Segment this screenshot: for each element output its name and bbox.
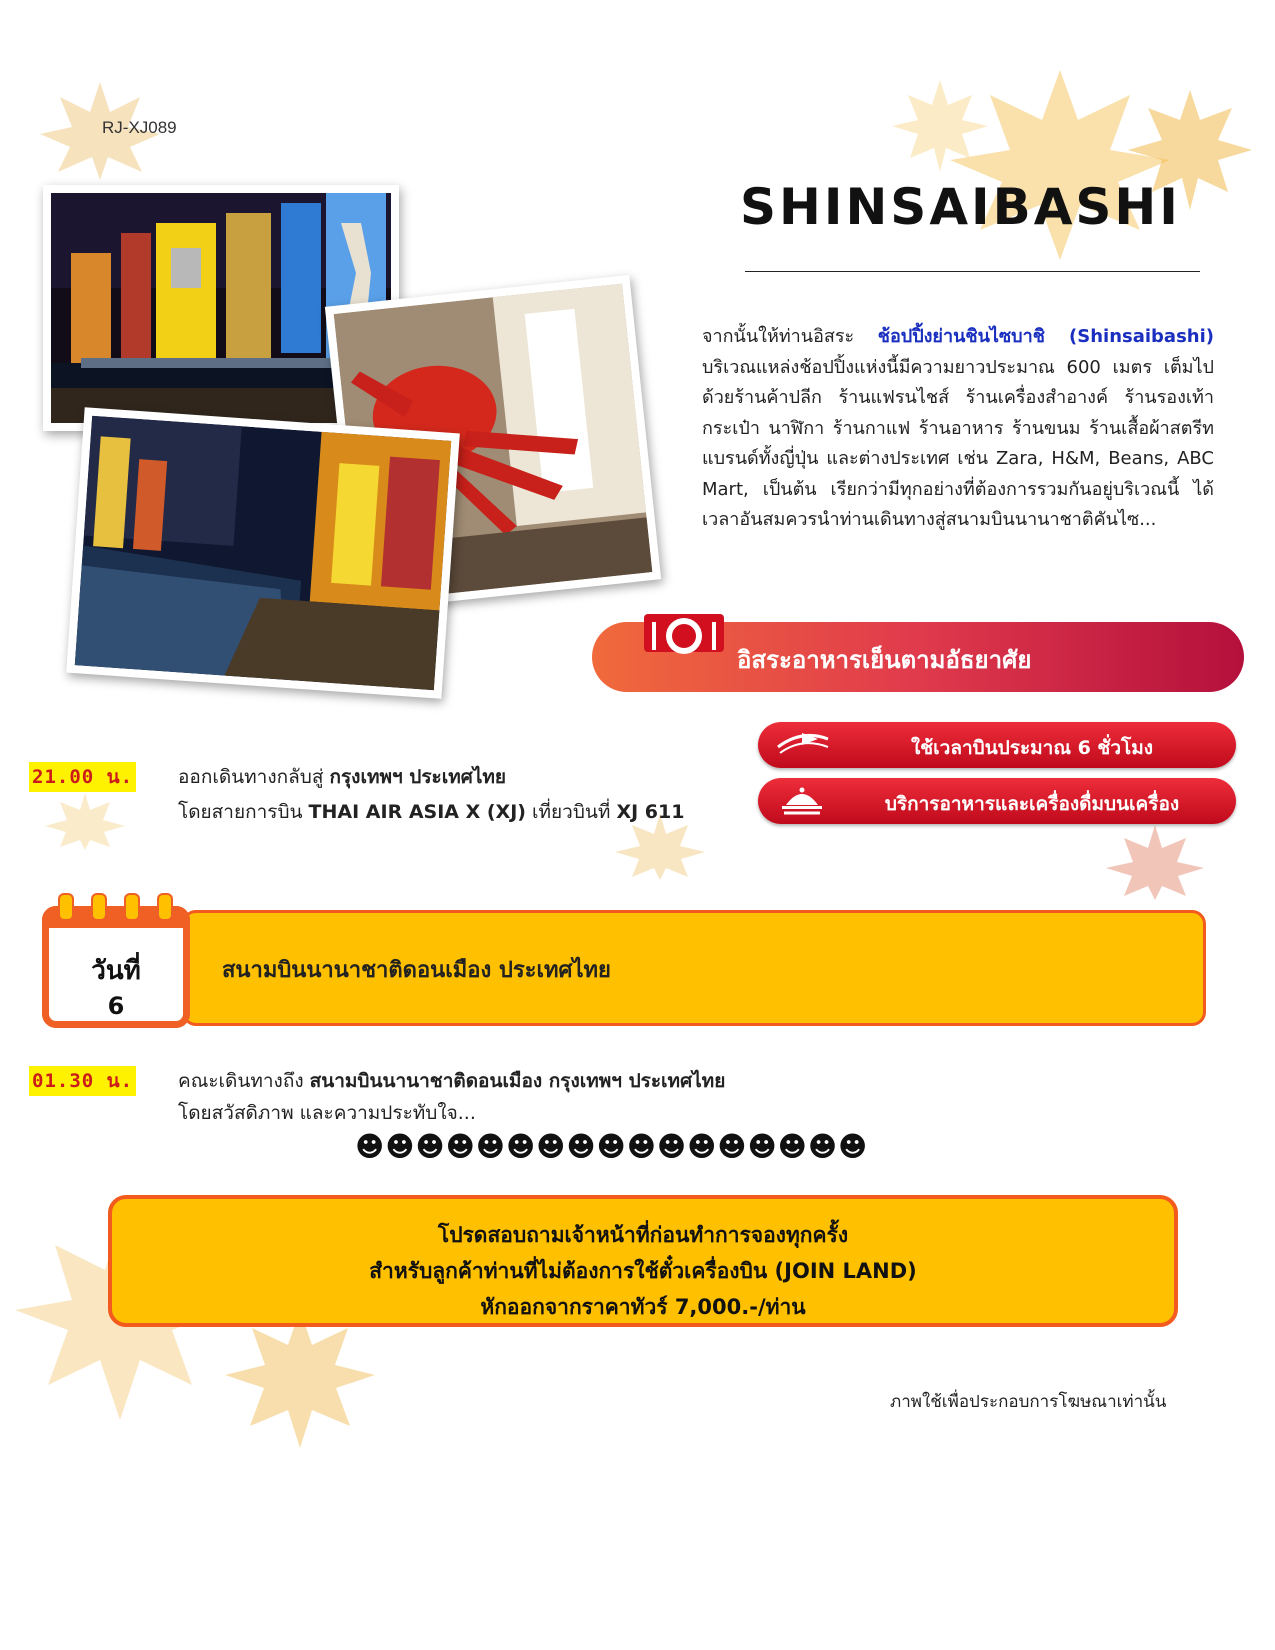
flight-duration-pill bbox=[758, 722, 1236, 768]
photo-dotonbori-canal bbox=[66, 407, 460, 699]
destination-text: สนามบินนานาชาติดอนเมือง กรุงเทพฯ ประเทศไทย bbox=[309, 1070, 726, 1092]
calendar-ring bbox=[58, 893, 74, 921]
page-title: SHINSAIBASHI bbox=[740, 178, 1181, 236]
flight-number: XJ 611 bbox=[616, 801, 685, 823]
notice-box bbox=[108, 1195, 1178, 1327]
destination-text: กรุงเทพฯ ประเทศไทย bbox=[329, 766, 507, 788]
dinner-banner bbox=[592, 622, 1244, 692]
description-paragraph bbox=[702, 322, 1214, 536]
title-divider bbox=[745, 271, 1200, 272]
calendar-ring bbox=[124, 893, 140, 921]
description-highlight: ช้อปปิ้งย่านชินไซบาชิ (Shinsaibashi) bbox=[877, 326, 1214, 347]
meal-service-label: บริการอาหารและเครื่องดื่มบนเครื่อง bbox=[884, 793, 1180, 815]
schedule-text: เที่ยวบินที่ bbox=[525, 801, 617, 823]
tour-code: RJ-XJ089 bbox=[102, 118, 177, 137]
calendar-ring bbox=[91, 893, 107, 921]
schedule-line bbox=[178, 762, 506, 792]
day-label: วันที่ bbox=[91, 956, 141, 986]
footer-disclaimer: ภาพใช้เพื่อประกอบการโฆษณาเท่านั้น bbox=[890, 1392, 1167, 1412]
notice-line: โปรดสอบถามเจ้าหน้าที่ก่อนทำการจองทุกครั้ง bbox=[437, 1223, 849, 1247]
description-intro: จากนั้นให้ท่านอิสระ bbox=[702, 326, 878, 347]
description-body: บริเวณแหล่งช้อปปิ้งแห่งนี้มีความยาวประมาณ 600 เมตร เต็มไปด้วยร้านค้าปลีก ร้านแฟรนไชส์ ร้านเครื่องสำอางค์ ร้านรองเท้า กระเป๋า นาฬิกา ร้านกาแฟ ร้านอาหาร ร้านขนม ร้านเสื้อผ้าสตรีทแบรนด์ทั้งญี่ปุ่น และต่างประเทศ เช่น Zara, H&M, Beans, ABC Mart, เป็นต้น เรียกว่ามีทุกอย่างที่ต้องการรวมกันอยู่บริเวณนี้ ได้เวลาอันสมควรนำท่านเดินทางสู่สนามบินนานาชาติคันไซ... bbox=[702, 356, 1214, 530]
notice-line: หักออกจากราคาทัวร์ 7,000.-/ท่าน bbox=[480, 1295, 806, 1319]
schedule-line: โดยสวัสดิภาพ และความประทับใจ... bbox=[178, 1102, 476, 1124]
flight-duration-label: ใช้เวลาบินประมาณ 6 ชั่วโมง bbox=[910, 737, 1153, 759]
notice-line: สำหรับลูกค้าท่านที่ไม่ต้องการใช้ตั๋วเครื่องบิน (JOIN LAND) bbox=[369, 1259, 917, 1283]
maple-leaf-decoration bbox=[860, 60, 1260, 290]
schedule-text: โดยสายการบิน bbox=[178, 801, 309, 823]
schedule-text: คณะเดินทางถึง bbox=[178, 1070, 310, 1092]
schedule-line bbox=[178, 1066, 725, 1096]
schedule-text: ออกเดินทางกลับสู่ bbox=[178, 766, 330, 788]
calendar-ring bbox=[157, 893, 173, 921]
schedule-time: 21.00 น. bbox=[29, 762, 136, 792]
schedule-line bbox=[178, 797, 684, 827]
maple-leaf-decoration bbox=[1100, 820, 1210, 900]
airline-name: THAI AIR ASIA X (XJ) bbox=[308, 801, 526, 823]
day-title: สนามบินนานาชาติดอนเมือง ประเทศไทย bbox=[222, 958, 611, 983]
smiley-divider: ☻☻☻☻☻☻☻☻☻☻☻☻☻☻☻☻☻ bbox=[355, 1130, 869, 1163]
dinner-plate-icon bbox=[644, 614, 724, 666]
schedule-time: 01.30 น. bbox=[29, 1066, 136, 1096]
dinner-banner-label: อิสระอาหารเย็นตามอัธยาศัย bbox=[737, 646, 1032, 674]
day-number: 6 bbox=[107, 992, 125, 1020]
maple-leaf-decoration bbox=[40, 790, 130, 850]
meal-service-pill bbox=[758, 778, 1236, 824]
